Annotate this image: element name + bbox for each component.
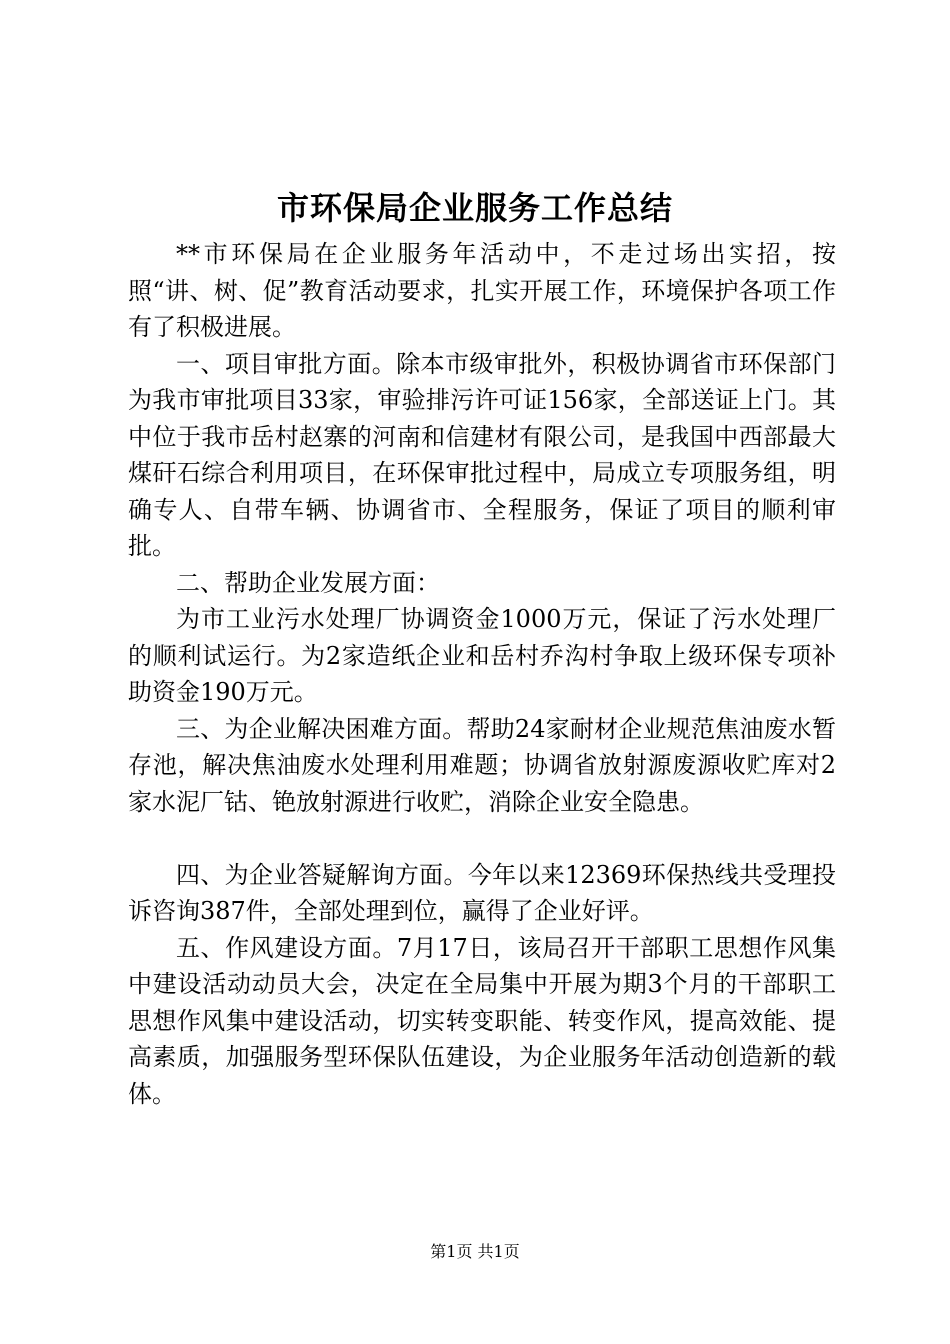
paragraph-intro: **市环保局在企业服务年活动中，不走过场出实招，按照“讲、树、促”教育活动要求，扎实开展工作，环境保护各项工作有了积极进展。 — [128, 240, 836, 341]
document-body — [128, 236, 836, 1112]
paragraph-consultation: 四、为企业答疑解询方面。今年以来12369环保热线共受理投诉咨询387件，全部处理到位，赢得了企业好评。 — [128, 860, 836, 925]
paragraph-enterprise-development: 为市工业污水处理厂协调资金1000万元，保证了污水处理厂的顺利试运行。为2家造纸企业和岳村乔沟村争取上级环保专项补助资金190万元。 — [128, 605, 836, 706]
page-footer: 第1页 共1页 — [430, 1242, 520, 1261]
paragraph-spacer — [128, 820, 836, 857]
paragraph-project-approval: 一、项目审批方面。除本市级审批外，积极协调省市环保部门为我市审批项目33家，审验排污许可证156家，全部送证上门。其中位于我市岳村赵寨的河南和信建材有限公司，是我国中西部最大煤矸石综合利用项目，在环保审批过程中，局成立专项服务组，明确专人、自带车辆、协调省市、全程服务，保证了项目的顺利审批。 — [128, 349, 836, 560]
paragraph-work-style: 五、作风建设方面。7月17日，该局召开干部职工思想作风集中建设活动动员大会，决定在全局集中开展为期3个月的干部职工思想作风集中建设活动，切实转变职能、转变作风，提高效能、提高素质，加强服务型环保队伍建设，为企业服务年活动创造新的载体。 — [128, 933, 836, 1108]
document-title: 市环保局企业服务工作总结 — [276, 189, 673, 227]
paragraph-solving-difficulties: 三、为企业解决困难方面。帮助24家耐材企业规范焦油废水暂存池，解决焦油废水处理利用难题；协调省放射源废源收贮库对2家水泥厂钴、铯放射源进行收贮，消除企业安全隐患。 — [128, 714, 836, 816]
paragraph-enterprise-development-heading: 二、帮助企业发展方面： — [176, 568, 440, 597]
